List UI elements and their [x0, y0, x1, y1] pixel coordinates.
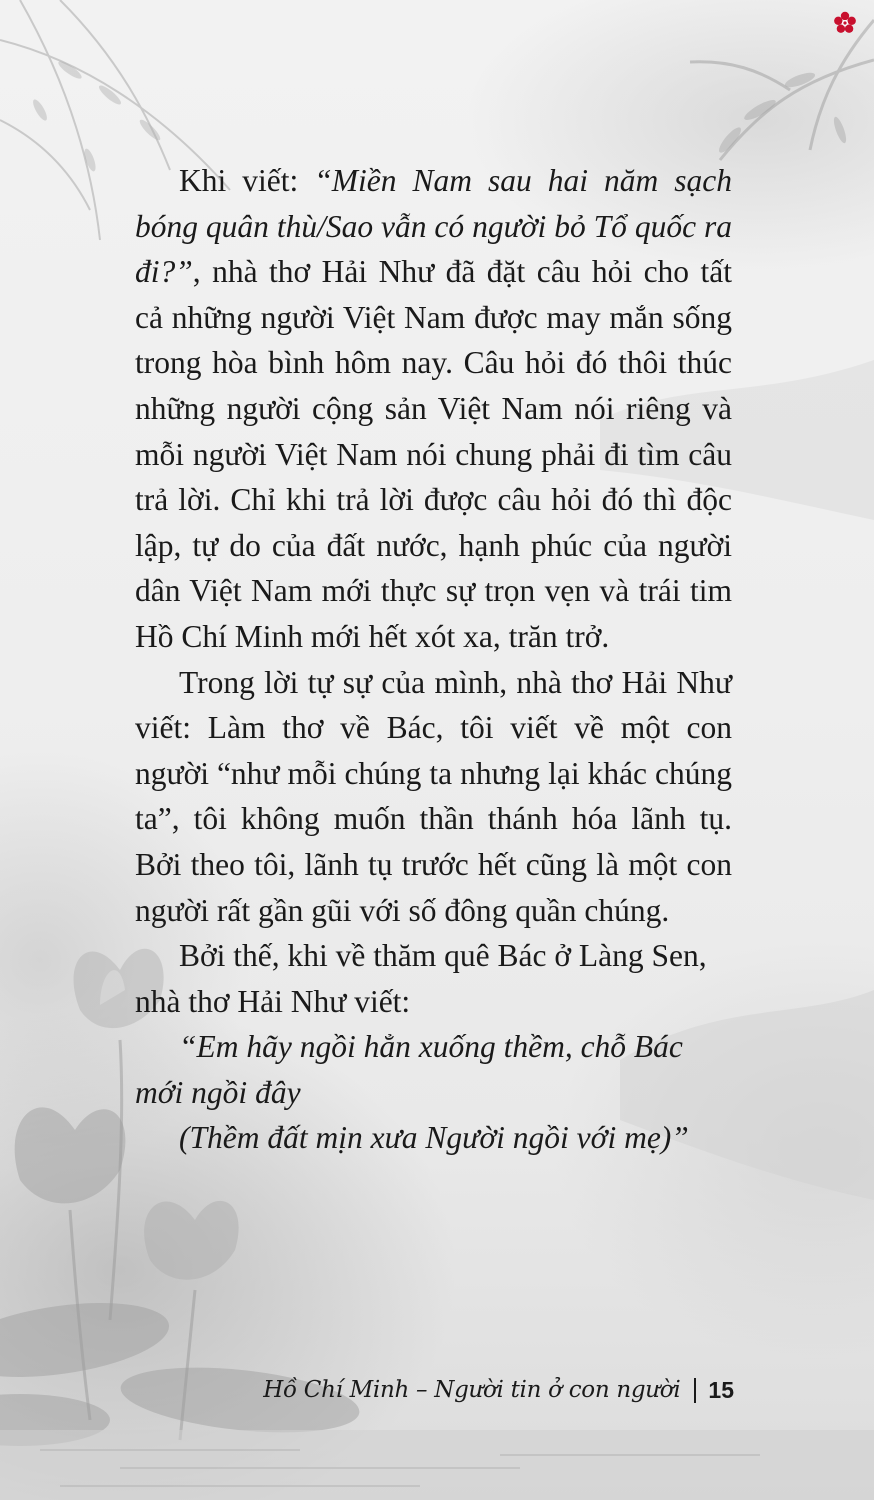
footer-divider — [694, 1378, 696, 1403]
paragraph-1-quote: “Miền Nam sau hai năm sạch bóng quân thù/Sao vẫn có người bỏ Tổ quốc ra đi?” — [135, 163, 732, 290]
poem-line-1: “Em hãy ngồi hẳn xuống thềm, chỗ Bác mới ngồi đây — [135, 1029, 683, 1110]
paragraph-1 — [135, 158, 732, 660]
body-text — [135, 158, 732, 1161]
paragraph-1-lead: Khi viết: — [179, 163, 315, 198]
page-footer — [0, 1370, 734, 1410]
flower-icon — [832, 10, 858, 36]
paragraph-2: Trong lời tự sự của mình, nhà thơ Hải Như viết: Làm thơ về Bác, tôi viết về một con người “như mỗi chúng ta nhưng lại khác chúng ta”, tôi không muốn thần thánh hóa lãnh tụ. Bởi theo tôi, lãnh tụ trước hết cũng là một con người rất gần gũi với số đông quần chúng. — [135, 664, 732, 928]
page-number: 15 — [708, 1376, 734, 1403]
poem-line-2: (Thềm đất mịn xưa Người ngồi với mẹ)” — [179, 1120, 689, 1156]
paragraph-1-rest: , nhà thơ Hải Như đã đặt câu hỏi cho tất cả những người Việt Nam được may mắn sống trong hòa bình hôm nay. Câu hỏi đó thôi thúc những người cộng sản Việt Nam nói riêng và mỗi người Việt Nam nói chung phải đi tìm câu trả lời. Chỉ khi trả lời được câu hỏi đó thì độc lập, tự do của đất nước, hạnh phúc của người dân Việt Nam mới thực sự trọn vẹn và trái tim Hồ Chí Minh mới hết xót xa, trăn trở. — [135, 254, 732, 654]
paragraph-3: Bởi thế, khi về thăm quê Bác ở Làng Sen, nhà thơ Hải Như viết: — [135, 938, 707, 1019]
footer-book-title: Hồ Chí Minh – Người tin ở con người — [263, 1377, 681, 1403]
